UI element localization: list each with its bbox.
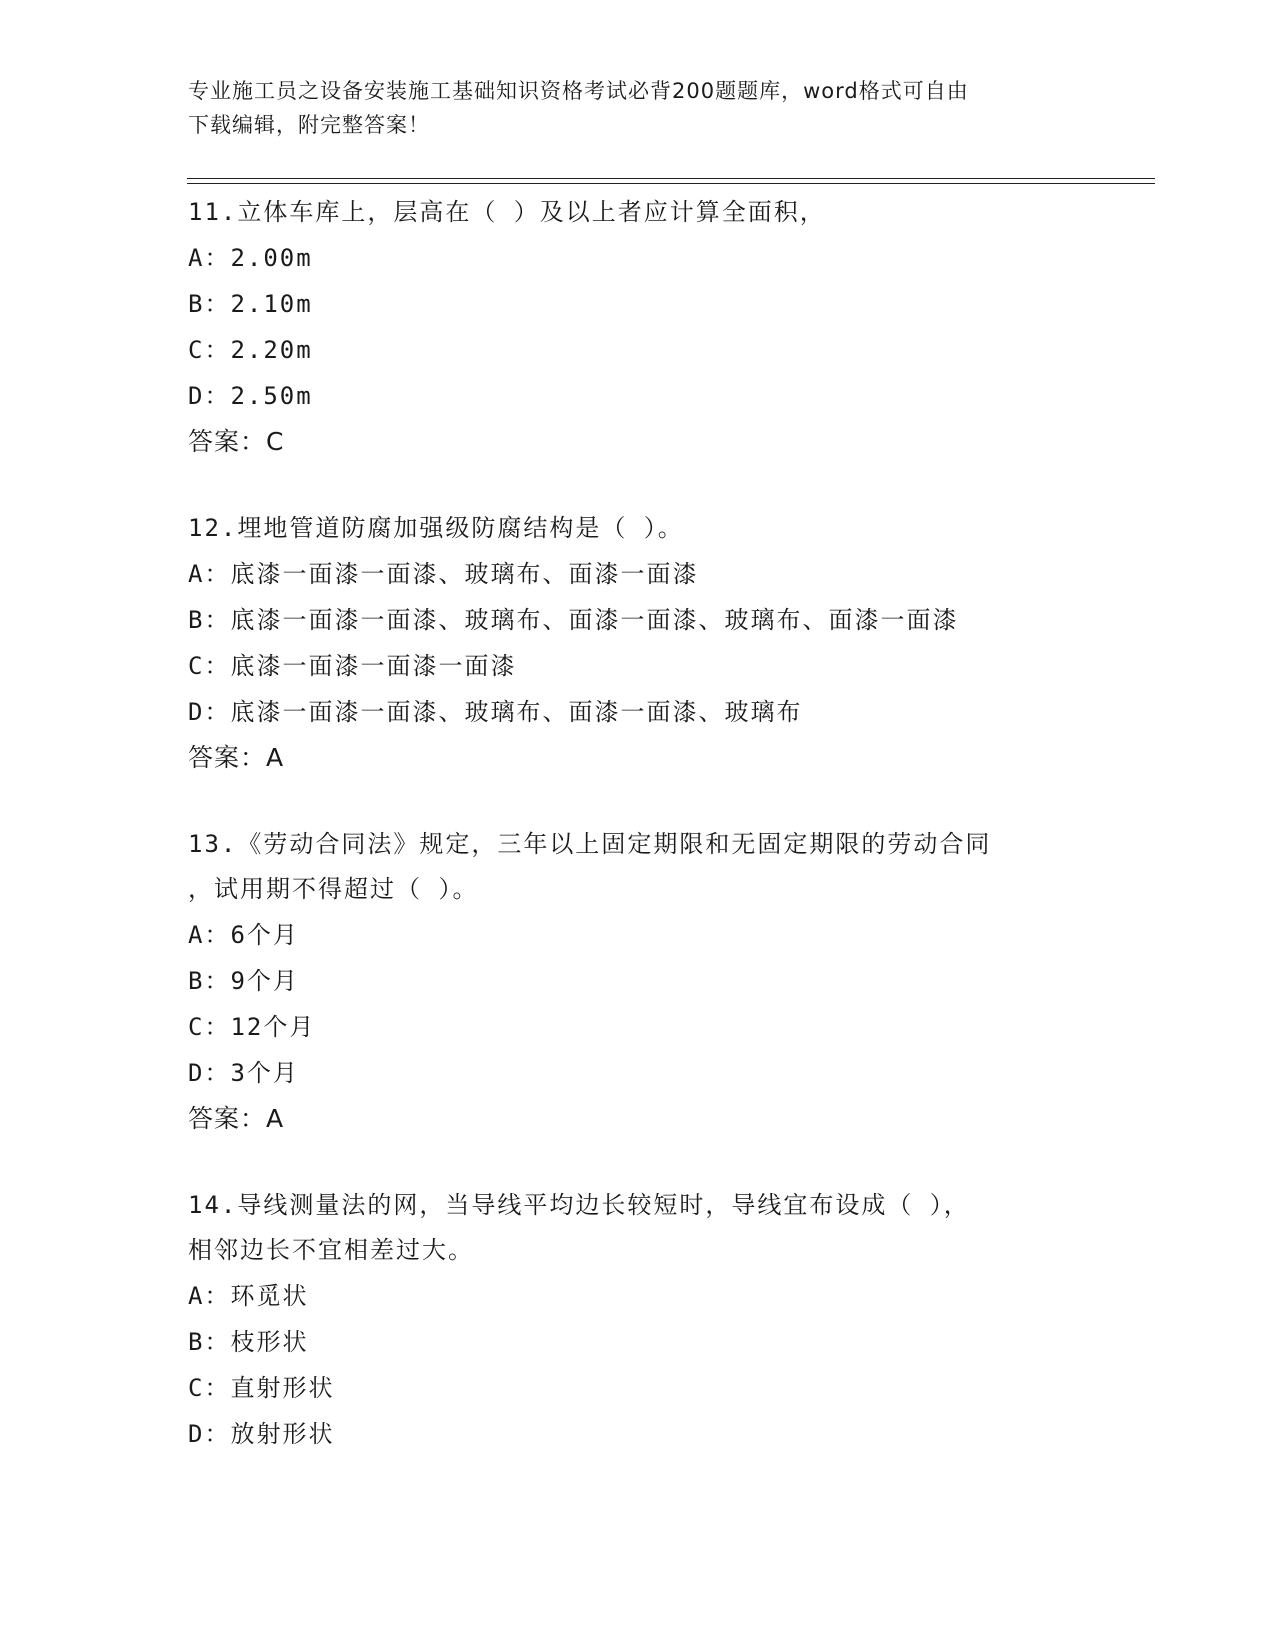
option-text: 9个月 bbox=[230, 967, 299, 995]
option-d bbox=[188, 689, 1088, 735]
option-letter: A： bbox=[188, 560, 231, 588]
question-11 bbox=[188, 190, 1088, 465]
question-stem-continued: ，试用期不得超过（ ）。 bbox=[188, 875, 479, 903]
question-stem: 11.立体车库上，层高在（ ）及以上者应计算全面积， bbox=[188, 198, 826, 226]
header-divider-bottom bbox=[187, 183, 1155, 184]
option-letter: A： bbox=[188, 1282, 231, 1310]
option-letter: C： bbox=[188, 652, 231, 680]
option-text: 12个月 bbox=[230, 1013, 316, 1041]
option-a bbox=[188, 235, 1088, 281]
document-header bbox=[188, 74, 1068, 142]
option-text: 底漆一面漆一面漆、玻璃布、面漆一面漆、玻璃布 bbox=[230, 698, 803, 726]
header-line-1: 专业施工员之设备安装施工基础知识资格考试必背200题题库，word格式可自由 bbox=[188, 79, 969, 103]
option-text: 底漆一面漆一面漆、玻璃布、面漆一面漆、玻璃布、面漆一面漆 bbox=[230, 606, 959, 634]
option-b bbox=[188, 958, 1088, 1004]
option-text: 2.10m bbox=[230, 290, 313, 318]
question-list bbox=[188, 190, 1088, 1457]
option-text: 6个月 bbox=[230, 921, 299, 949]
question-spacer bbox=[188, 781, 1088, 822]
option-a bbox=[188, 551, 1088, 597]
option-letter: C： bbox=[188, 1374, 231, 1402]
option-text: 底漆一面漆一面漆一面漆 bbox=[230, 652, 517, 680]
question-stem: 13.《劳动合同法》规定，三年以上固定期限和无固定期限的劳动合同 bbox=[188, 830, 992, 858]
question-spacer bbox=[188, 1142, 1088, 1183]
answer-line: 答案：C bbox=[188, 427, 285, 456]
option-letter: A： bbox=[188, 921, 231, 949]
option-a bbox=[188, 1273, 1088, 1319]
question-13 bbox=[188, 822, 1088, 1142]
option-letter: D： bbox=[188, 382, 231, 410]
option-letter: A： bbox=[188, 244, 231, 272]
header-divider-top bbox=[187, 178, 1155, 179]
option-letter: B： bbox=[188, 606, 231, 634]
option-text: 放射形状 bbox=[230, 1420, 335, 1448]
question-stem-continued: 相邻边长不宜相差过大。 bbox=[188, 1236, 474, 1264]
question-stem: 14.导线测量法的网，当导线平均边长较短时，导线宜布设成（ ）， bbox=[188, 1191, 970, 1219]
option-d bbox=[188, 373, 1088, 419]
option-letter: B： bbox=[188, 1328, 231, 1356]
option-c bbox=[188, 1004, 1088, 1050]
option-d bbox=[188, 1411, 1088, 1457]
answer-line: 答案：A bbox=[188, 1104, 285, 1133]
option-letter: D： bbox=[188, 1059, 231, 1087]
option-b bbox=[188, 597, 1088, 643]
option-c bbox=[188, 327, 1088, 373]
question-14 bbox=[188, 1183, 1088, 1457]
question-stem: 12.埋地管道防腐加强级防腐结构是（ ）。 bbox=[188, 514, 684, 542]
header-line-2: 下载编辑，附完整答案！ bbox=[188, 113, 430, 137]
option-text: 2.00m bbox=[230, 244, 313, 272]
option-letter: C： bbox=[188, 1013, 231, 1041]
question-spacer bbox=[188, 465, 1088, 506]
option-a bbox=[188, 912, 1088, 958]
option-text: 直射形状 bbox=[230, 1374, 335, 1402]
option-text: 环觅状 bbox=[230, 1282, 309, 1310]
option-letter: D： bbox=[188, 698, 231, 726]
option-text: 2.50m bbox=[230, 382, 313, 410]
option-b bbox=[188, 1319, 1088, 1365]
option-text: 底漆一面漆一面漆、玻璃布、面漆一面漆 bbox=[230, 560, 699, 588]
option-d bbox=[188, 1050, 1088, 1096]
option-text: 3个月 bbox=[230, 1059, 299, 1087]
option-text: 枝形状 bbox=[230, 1328, 309, 1356]
option-c bbox=[188, 643, 1088, 689]
option-letter: D： bbox=[188, 1420, 231, 1448]
question-12 bbox=[188, 506, 1088, 781]
option-b bbox=[188, 281, 1088, 327]
option-letter: B： bbox=[188, 290, 231, 318]
option-letter: C： bbox=[188, 336, 231, 364]
option-c bbox=[188, 1365, 1088, 1411]
answer-line: 答案：A bbox=[188, 743, 285, 772]
option-letter: B： bbox=[188, 967, 231, 995]
option-text: 2.20m bbox=[230, 336, 313, 364]
